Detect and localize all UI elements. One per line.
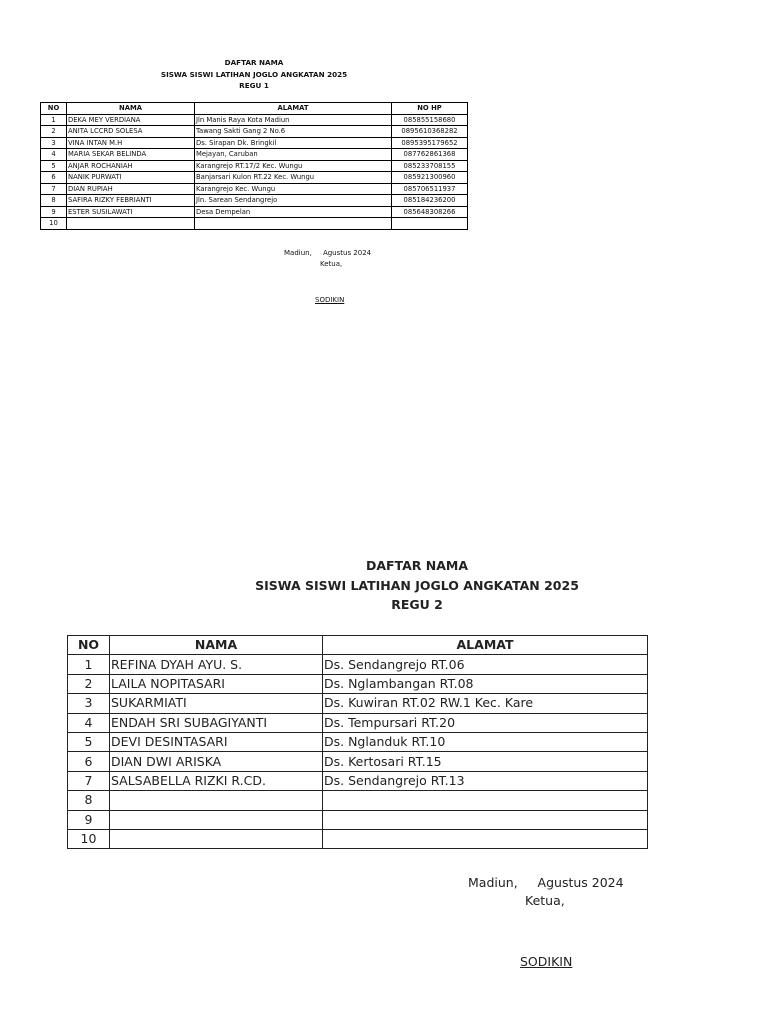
cell-alamat: Ds. Sendangrejo RT.06: [323, 655, 648, 674]
cell-nohp: [392, 218, 468, 230]
table-row: [41, 195, 468, 207]
cell-nama: ANJAR ROCHANIAH: [67, 160, 195, 172]
cell-alamat: Ds. Sendangrejo RT.13: [323, 771, 648, 790]
cell-no: 7: [41, 183, 67, 195]
col-header-nama: NAMA: [110, 636, 323, 655]
cell-nama: ENDAH SRI SUBAGIYANTI: [110, 713, 323, 732]
cell-nohp: 085184236200: [392, 195, 468, 207]
cell-nama: [110, 810, 323, 829]
place-date: Madiun, Agustus 2024: [468, 875, 624, 890]
cell-no: 7: [68, 771, 110, 790]
table-row: [68, 694, 648, 713]
table-row: [41, 172, 468, 184]
table-row: [41, 206, 468, 218]
table-row: [41, 149, 468, 161]
cell-no: 4: [41, 149, 67, 161]
cell-nama: MARIA SEKAR BELINDA: [67, 149, 195, 161]
signer-name: SODIKIN: [315, 296, 345, 304]
table-row: [68, 771, 648, 790]
member-table-regu-1: [40, 102, 468, 230]
cell-alamat: [323, 810, 648, 829]
table-header-row: [68, 636, 648, 655]
cell-no: 6: [41, 172, 67, 184]
group-label: REGU 2: [391, 597, 443, 612]
cell-alamat: Ds. Tempursari RT.20: [323, 713, 648, 732]
table-row: [41, 218, 468, 230]
col-header-nama: NAMA: [67, 103, 195, 115]
col-header-alamat: ALAMAT: [195, 103, 392, 115]
cell-nama: REFINA DYAH AYU. S.: [110, 655, 323, 674]
cell-alamat: Ds. Nglanduk RT.10: [323, 732, 648, 751]
cell-alamat: [323, 829, 648, 848]
cell-no: 9: [41, 206, 67, 218]
cell-nohp: 085648308266: [392, 206, 468, 218]
header-regu-2: [247, 556, 587, 615]
cell-nohp: 085233708155: [392, 160, 468, 172]
col-header-no: NO: [68, 636, 110, 655]
group-label: REGU 1: [239, 81, 269, 90]
cell-alamat: Mejayan, Caruban: [195, 149, 392, 161]
doc-subtitle: SISWA SISWI LATIHAN JOGLO ANGKATAN 2025: [255, 577, 579, 593]
cell-nama: SAFIRA RIZKY FEBRIANTI: [67, 195, 195, 207]
cell-nama: [67, 218, 195, 230]
table-row: [68, 713, 648, 732]
cell-alamat: Ds. Sirapan Dk. Bringkil: [195, 137, 392, 149]
cell-no: 9: [68, 810, 110, 829]
cell-no: 3: [41, 137, 67, 149]
cell-no: 8: [68, 791, 110, 810]
table-row: [41, 137, 468, 149]
table-row: [68, 655, 648, 674]
table-row: [41, 160, 468, 172]
cell-nohp: 087762861368: [392, 149, 468, 161]
table-row: [68, 791, 648, 810]
cell-nama: DEKA MEY VERDIANA: [67, 114, 195, 126]
cell-alamat: Banjarsari Kulon RT.22 Kec. Wungu: [195, 172, 392, 184]
signer-role: Ketua,: [320, 260, 343, 268]
cell-no: 2: [68, 674, 110, 693]
cell-alamat: Desa Dempelan: [195, 206, 392, 218]
cell-alamat: [323, 791, 648, 810]
table-header-row: [41, 103, 468, 115]
col-header-alamat: ALAMAT: [323, 636, 648, 655]
cell-alamat: Ds. Nglambangan RT.08: [323, 674, 648, 693]
header-regu-1: [154, 57, 354, 92]
table-row: [68, 829, 648, 848]
cell-no: 10: [41, 218, 67, 230]
cell-no: 10: [68, 829, 110, 848]
cell-nama: NANIK PURWATI: [67, 172, 195, 184]
doc-title: DAFTAR NAMA: [224, 58, 284, 67]
cell-alamat: Tawang Sakti Gang 2 No.6: [195, 126, 392, 138]
cell-nohp: 0895395179652: [392, 137, 468, 149]
cell-alamat: Ds. Kertosari RT.15: [323, 752, 648, 771]
cell-alamat: Karangrejo Kec. Wungu: [195, 183, 392, 195]
cell-alamat: Jln Manis Raya Kota Madiun: [195, 114, 392, 126]
signer-name: SODIKIN: [520, 954, 573, 969]
cell-nohp: 085921300960: [392, 172, 468, 184]
cell-nohp: 085855158680: [392, 114, 468, 126]
table-row: [68, 752, 648, 771]
cell-no: 6: [68, 752, 110, 771]
table-row: [41, 126, 468, 138]
table-row: [68, 810, 648, 829]
cell-no: 1: [68, 655, 110, 674]
cell-alamat: Ds. Kuwiran RT.02 RW.1 Kec. Kare: [323, 694, 648, 713]
cell-nama: DIAN RUPIAH: [67, 183, 195, 195]
col-header-no: NO: [41, 103, 67, 115]
cell-no: 5: [41, 160, 67, 172]
cell-no: 8: [41, 195, 67, 207]
table-row: [41, 114, 468, 126]
cell-nohp: 085706511937: [392, 183, 468, 195]
cell-no: 4: [68, 713, 110, 732]
cell-alamat: Jln. Sarean Sendangrejo: [195, 195, 392, 207]
cell-nama: ANITA LCCRD SOLESA: [67, 126, 195, 138]
cell-nama: DIAN DWI ARISKA: [110, 752, 323, 771]
table-row: [68, 674, 648, 693]
cell-no: 5: [68, 732, 110, 751]
cell-nama: [110, 829, 323, 848]
member-table-regu-2: [67, 635, 648, 849]
cell-alamat: [195, 218, 392, 230]
cell-nama: DEVI DESINTASARI: [110, 732, 323, 751]
cell-nama: VINA INTAN M.H: [67, 137, 195, 149]
cell-nama: SALSABELLA RIZKI R.CD.: [110, 771, 323, 790]
table-row: [68, 732, 648, 751]
cell-nama: SUKARMIATI: [110, 694, 323, 713]
cell-nohp: 0895610368282: [392, 126, 468, 138]
table-row: [41, 183, 468, 195]
cell-alamat: Karangrejo RT.17/2 Kec. Wungu: [195, 160, 392, 172]
cell-nama: LAILA NOPITASARI: [110, 674, 323, 693]
signer-role: Ketua,: [525, 893, 565, 908]
cell-no: 2: [41, 126, 67, 138]
cell-nama: [110, 791, 323, 810]
cell-no: 1: [41, 114, 67, 126]
doc-subtitle: SISWA SISWI LATIHAN JOGLO ANGKATAN 2025: [160, 69, 348, 79]
cell-no: 3: [68, 694, 110, 713]
doc-title: DAFTAR NAMA: [365, 558, 469, 573]
cell-nama: ESTER SUSILAWATI: [67, 206, 195, 218]
place-date: Madiun, Agustus 2024: [284, 249, 372, 257]
col-header-nohp: NO HP: [392, 103, 468, 115]
